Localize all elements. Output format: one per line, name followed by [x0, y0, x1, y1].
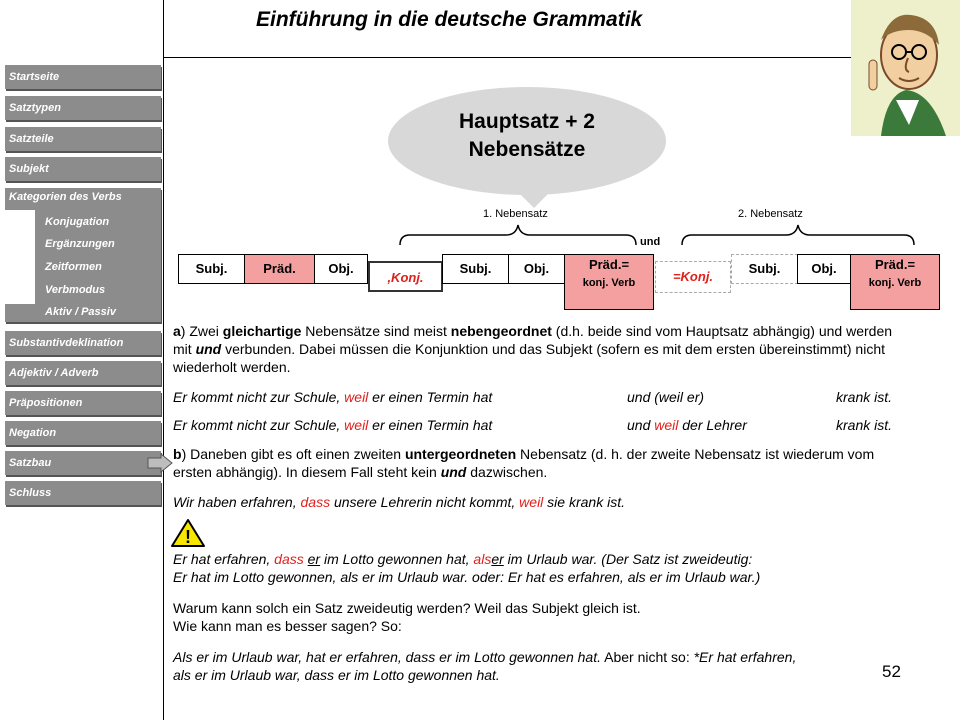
brace-erster-nebensatz: [398, 223, 638, 247]
example-2-end: krank ist.: [836, 417, 893, 433]
svg-text:!: !: [185, 527, 191, 547]
nav-item-schluss[interactable]: Schluss: [5, 481, 161, 505]
professor-portrait-image: [851, 0, 960, 136]
cell-praedikat-3: Präd.= konj. Verb: [850, 254, 940, 310]
nav-subitem-aktiv-passiv[interactable]: Aktiv / Passiv: [45, 306, 116, 318]
warning-icon: [170, 518, 206, 548]
example-2-und: und weil der Lehrer: [627, 417, 747, 433]
horizontal-divider: [163, 57, 863, 58]
nav-item-kategorien-des-verbs[interactable]: Kategorien des Verbs: [9, 191, 122, 203]
speech-bubble-text: Hauptsatz + 2 Nebensätze: [459, 110, 595, 161]
cell-praedikat-2: Präd.= konj. Verb: [564, 254, 654, 310]
cell-praedikat: Präd.: [244, 254, 315, 284]
nav-subitem-konjugation[interactable]: Konjugation: [45, 216, 110, 228]
cell-konjunktion-2: =Konj.: [655, 261, 731, 293]
page-number: 52: [882, 662, 901, 681]
cell-objekt: Obj.: [314, 254, 368, 284]
nav-item-negation[interactable]: Negation: [5, 421, 161, 445]
nav-item-adjektiv-adverb[interactable]: Adjektiv / Adverb: [5, 361, 161, 385]
paragraph-b: b) Daneben gibt es oft einen zweiten untergeordneten Nebensatz (d. h. der zweite Nebensatz ist wiederum vom ersten abhängig). In diesem Fall steht kein und dazwischen.: [173, 446, 875, 480]
question-1: Warum kann solch ein Satz zweideutig werden? Weil das Subjekt gleich ist.: [173, 600, 641, 616]
example-1: Er kommt nicht zur Schule, weil er einen Termin hat: [173, 389, 493, 405]
label-zweiter-nebensatz: 2. Nebensatz: [738, 208, 803, 220]
cell-objekt-2: Obj.: [508, 254, 565, 284]
vertical-divider: [163, 0, 164, 720]
nav-group-kategorien-des-verbs: [5, 188, 161, 322]
current-page-arrow-icon: [147, 453, 173, 473]
brace-zweiter-nebensatz: [680, 223, 916, 247]
example-2: Er kommt nicht zur Schule, weil er einen Termin hat: [173, 417, 493, 433]
example-1-end: krank ist.: [836, 389, 893, 405]
example-4: Er hat erfahren, dass er im Lotto gewonnen hat, alser im Urlaub war. (Der Satz ist zweideutig: Er hat im Lotto gewonnen, als er im Urlaub war. oder: Er hat es erfahren, als er im Urlaub war.): [173, 551, 761, 585]
label-und: und: [640, 236, 661, 248]
nav-subitem-ergaenzungen[interactable]: Ergänzungen: [45, 238, 115, 250]
nav-item-satzteile[interactable]: Satzteile: [5, 127, 161, 151]
nav-item-subjekt[interactable]: Subjekt: [5, 157, 161, 181]
cell-subjekt-3: Subj.: [731, 254, 798, 284]
question-2: Wie kann man es besser sagen? So:: [173, 618, 402, 634]
cell-subjekt-2: Subj.: [442, 254, 509, 284]
paragraph-a: a) Zwei gleichartige Nebensätze sind meist nebengeordnet (d.h. beide sind vom Hauptsatz abhängig) und werden mit und verbunden. Dabei müssen die Konjunktion und das Subjekt (sofern es mit dem ersten übereinstimmt) nicht wiederholt werden.: [173, 323, 893, 375]
nav-item-praepositionen[interactable]: Präpositionen: [5, 391, 161, 415]
nav-item-satztypen[interactable]: Satztypen: [5, 96, 161, 120]
page-title: Einführung in die deutsche Grammatik: [256, 8, 643, 31]
cell-konjunktion: ,Konj.: [368, 261, 443, 292]
example-5: Als er im Urlaub war, hat er erfahren, dass er im Lotto gewonnen hat. Aber nicht so: *Er hat erfahren, als er im Urlaub war, dass er im Lotto gewonnen hat.: [173, 649, 797, 683]
nav-subitem-zeitformen[interactable]: Zeitformen: [45, 261, 102, 273]
example-3: Wir haben erfahren, dass unsere Lehrerin nicht kommt, weil sie krank ist.: [173, 494, 625, 510]
nav-subitem-verbmodus[interactable]: Verbmodus: [45, 284, 106, 296]
cell-subjekt: Subj.: [178, 254, 245, 284]
nav-item-substantivdeklination[interactable]: Substantivdeklination: [5, 331, 161, 355]
nav-item-satzbau[interactable]: Satzbau: [5, 451, 161, 475]
example-1-und: und (weil er): [627, 389, 705, 405]
label-erster-nebensatz: 1. Nebensatz: [483, 208, 548, 220]
nav-item-startseite[interactable]: Startseite: [5, 65, 161, 89]
cell-objekt-3: Obj.: [797, 254, 851, 284]
